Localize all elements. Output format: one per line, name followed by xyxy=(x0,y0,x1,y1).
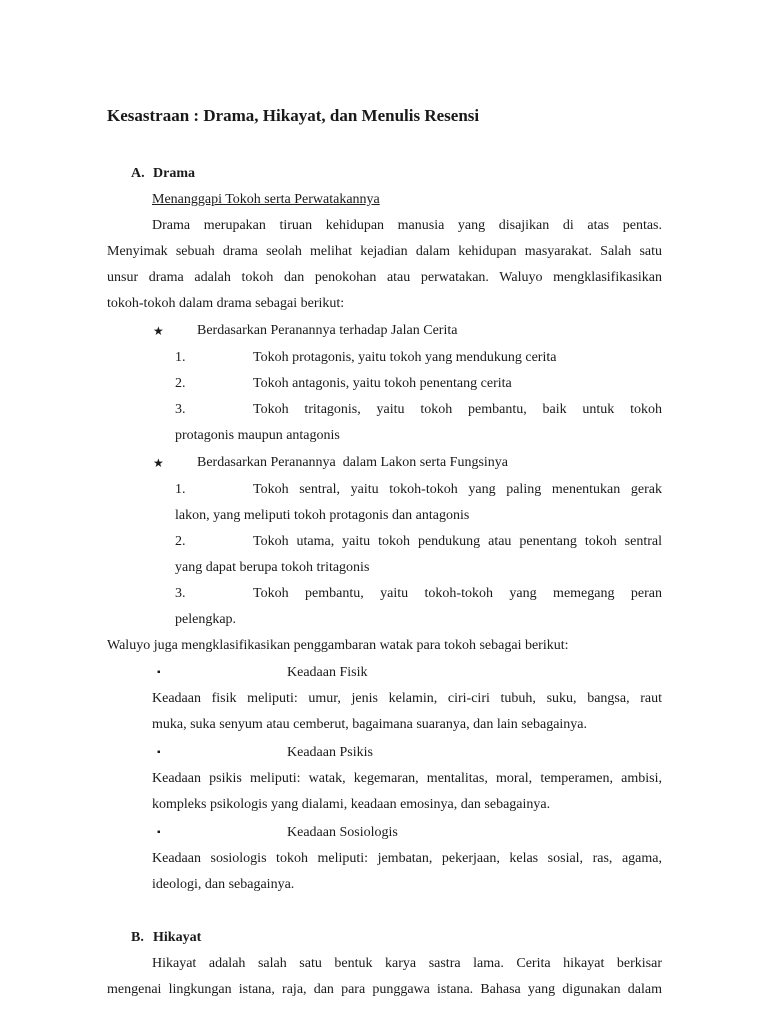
group2-item-1-num: 1. xyxy=(175,482,186,497)
hikayat-line-2: mengenai lingkungan istana, raja, dan para punggawa istana. Bahasa yang digunakan dalam xyxy=(107,982,662,997)
group1-item-2-num: 2. xyxy=(175,376,186,391)
group2-label: Berdasarkan Peranannya dalam Lakon serta Fungsinya xyxy=(197,455,509,470)
group2-item-3-text-cont: pelengkap. xyxy=(175,612,237,627)
section-b-heading: Hikayat xyxy=(153,930,202,945)
group1-item-2-text: Tokoh antagonis, yaitu tokoh penentang cerita xyxy=(253,376,512,391)
group2-item-1-text-cont: lakon, yang meliputi tokoh protagonis dan antagonis xyxy=(175,508,470,523)
watak-fisik-line-2: muka, suka senyum atau cemberut, bagaimana suaranya, dan lain sebagainya. xyxy=(152,717,588,732)
group1-item-1-text: Tokoh protagonis, yaitu tokoh yang mendukung cerita xyxy=(253,350,557,365)
star-bullet-icon: ★ xyxy=(153,324,164,338)
intro-line-2: Menyimak sebuah drama seolah melihat kejadian dalam kehidupan masyarakat. Salah satu xyxy=(107,244,662,259)
group1-item-3-num: 3. xyxy=(175,402,186,417)
watak-sosiologis-label: Keadaan Sosiologis xyxy=(287,825,398,840)
square-bullet-icon: ▪ xyxy=(157,667,161,678)
intro-line-1: Drama merupakan tiruan kehidupan manusia yang disajikan di atas pentas. xyxy=(152,218,662,233)
group2-item-3-text: Tokoh pembantu, yaitu tokoh-tokoh yang memegang peran xyxy=(253,586,662,601)
group2-item-2-text-cont: yang dapat berupa tokoh tritagonis xyxy=(175,560,370,575)
section-a-subheading: Menanggapi Tokoh serta Perwatakannya xyxy=(152,192,380,207)
group2-item-2-num: 2. xyxy=(175,534,186,549)
watak-psikis-label: Keadaan Psikis xyxy=(287,745,373,760)
group2-item-3-num: 3. xyxy=(175,586,186,601)
watak-fisik-line-1: Keadaan fisik meliputi: umur, jenis kelamin, ciri-ciri tubuh, suku, bangsa, raut xyxy=(152,691,662,706)
group2-item-1-text: Tokoh sentral, yaitu tokoh-tokoh yang paling menentukan gerak xyxy=(253,482,662,497)
square-bullet-icon: ▪ xyxy=(157,747,161,758)
intro-line-4: tokoh-tokoh dalam drama sebagai berikut: xyxy=(107,296,345,311)
watak-psikis-line-1: Keadaan psikis meliputi: watak, kegemaran, mentalitas, moral, temperamen, ambisi, xyxy=(152,771,662,786)
group1-item-1-num: 1. xyxy=(175,350,186,365)
group1-item-3-text-cont: protagonis maupun antagonis xyxy=(175,428,340,443)
watak-intro: Waluyo juga mengklasifikasikan penggambaran watak para tokoh sebagai berikut: xyxy=(107,638,569,653)
group1-label: Berdasarkan Peranannya terhadap Jalan Cerita xyxy=(197,323,458,338)
group2-item-2-text: Tokoh utama, yaitu tokoh pendukung atau penentang tokoh sentral xyxy=(253,534,662,549)
document-title: Kesastraan : Drama, Hikayat, dan Menulis Resensi xyxy=(107,106,480,125)
section-a-letter: A. xyxy=(131,166,145,181)
watak-fisik-label: Keadaan Fisik xyxy=(287,665,368,680)
group1-item-3-text: Tokoh tritagonis, yaitu tokoh pembantu, baik untuk tokoh xyxy=(253,402,662,417)
intro-line-3: unsur drama adalah tokoh dan penokohan atau perwatakan. Waluyo mengklasifikasikan xyxy=(107,270,662,285)
watak-psikis-line-2: kompleks psikologis yang dialami, keadaan emosinya, dan sebagainya. xyxy=(152,797,551,812)
watak-sosiologis-line-2: ideologi, dan sebagainya. xyxy=(152,877,295,892)
star-bullet-icon: ★ xyxy=(153,456,164,470)
watak-sosiologis-line-1: Keadaan sosiologis tokoh meliputi: jembatan, pekerjaan, kelas sosial, ras, agama, xyxy=(152,851,662,866)
square-bullet-icon: ▪ xyxy=(157,827,161,838)
section-b-letter: B. xyxy=(131,930,144,945)
hikayat-line-1: Hikayat adalah salah satu bentuk karya sastra lama. Cerita hikayat berkisar xyxy=(152,956,662,971)
section-a-heading: Drama xyxy=(153,166,195,181)
